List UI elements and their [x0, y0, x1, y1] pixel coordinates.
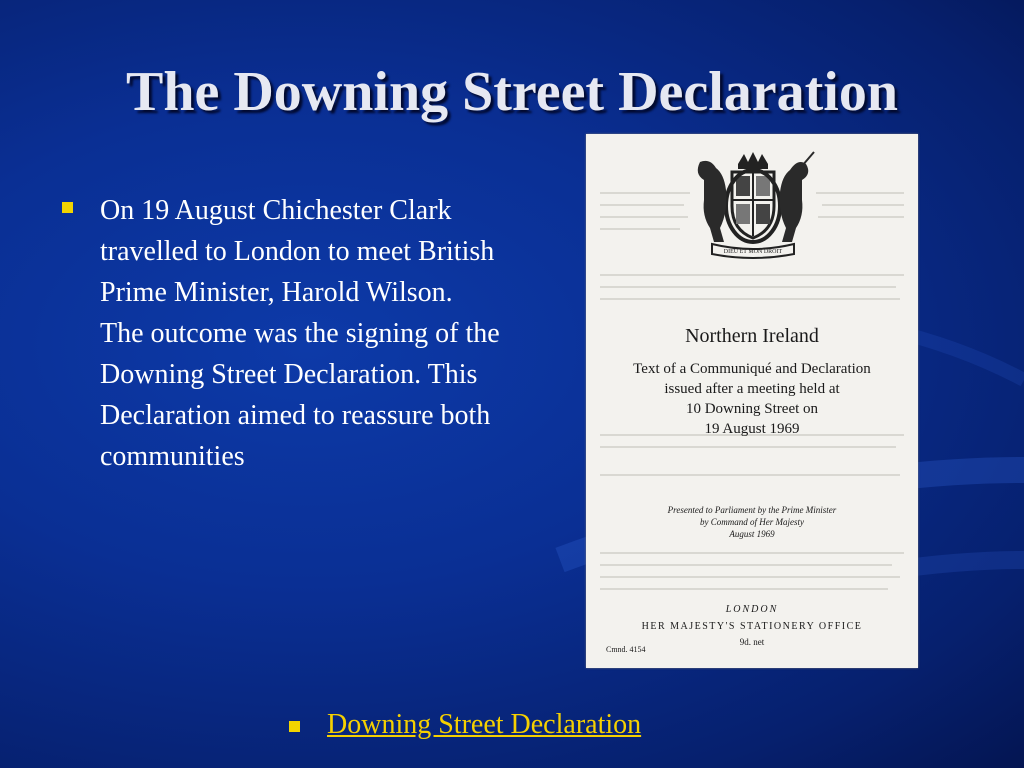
bullet-square-icon: [62, 202, 73, 213]
document-command-number: Cmnd. 4154: [606, 645, 646, 654]
document-subtitle: [586, 359, 918, 439]
svg-text:DIEU ET MON DROIT: DIEU ET MON DROIT: [723, 249, 783, 255]
document-subtitle-line: 10 Downing Street on: [685, 401, 819, 417]
bullet-text: On 19 August Chichester Clark travelled to London to meet British Prime Minister, Harold Wilson. The outcome was the signing of the Downing Street Declaration. This Declaration aimed to reassure both communities: [100, 195, 500, 472]
bullet-item: [62, 190, 502, 477]
presented-line: by Command of Her Majesty: [700, 517, 804, 527]
document-subtitle-line: issued after a meeting held at: [664, 381, 840, 397]
declaration-document-image: [586, 134, 918, 668]
royal-coat-of-arms-icon: [686, 150, 820, 262]
document-presented-note: [586, 504, 918, 540]
presented-line: August 1969: [729, 529, 775, 539]
link-bullet-item: [289, 709, 641, 741]
document-subtitle-line: Text of a Communiqué and Declaration: [633, 361, 871, 377]
document-publisher-city: LONDON: [725, 604, 779, 615]
slide-title: The Downing Street Declaration: [126, 61, 898, 123]
declaration-link[interactable]: Downing Street Declaration: [327, 709, 642, 740]
document-subtitle-line: 19 August 1969: [704, 421, 800, 437]
document-heading: Northern Ireland: [685, 325, 819, 347]
bullet-square-icon: [289, 721, 300, 732]
document-price: 9d. net: [739, 637, 765, 647]
presented-line: Presented to Parliament by the Prime Minister: [667, 505, 837, 515]
document-publisher: HER MAJESTY'S STATIONERY OFFICE: [641, 621, 863, 632]
